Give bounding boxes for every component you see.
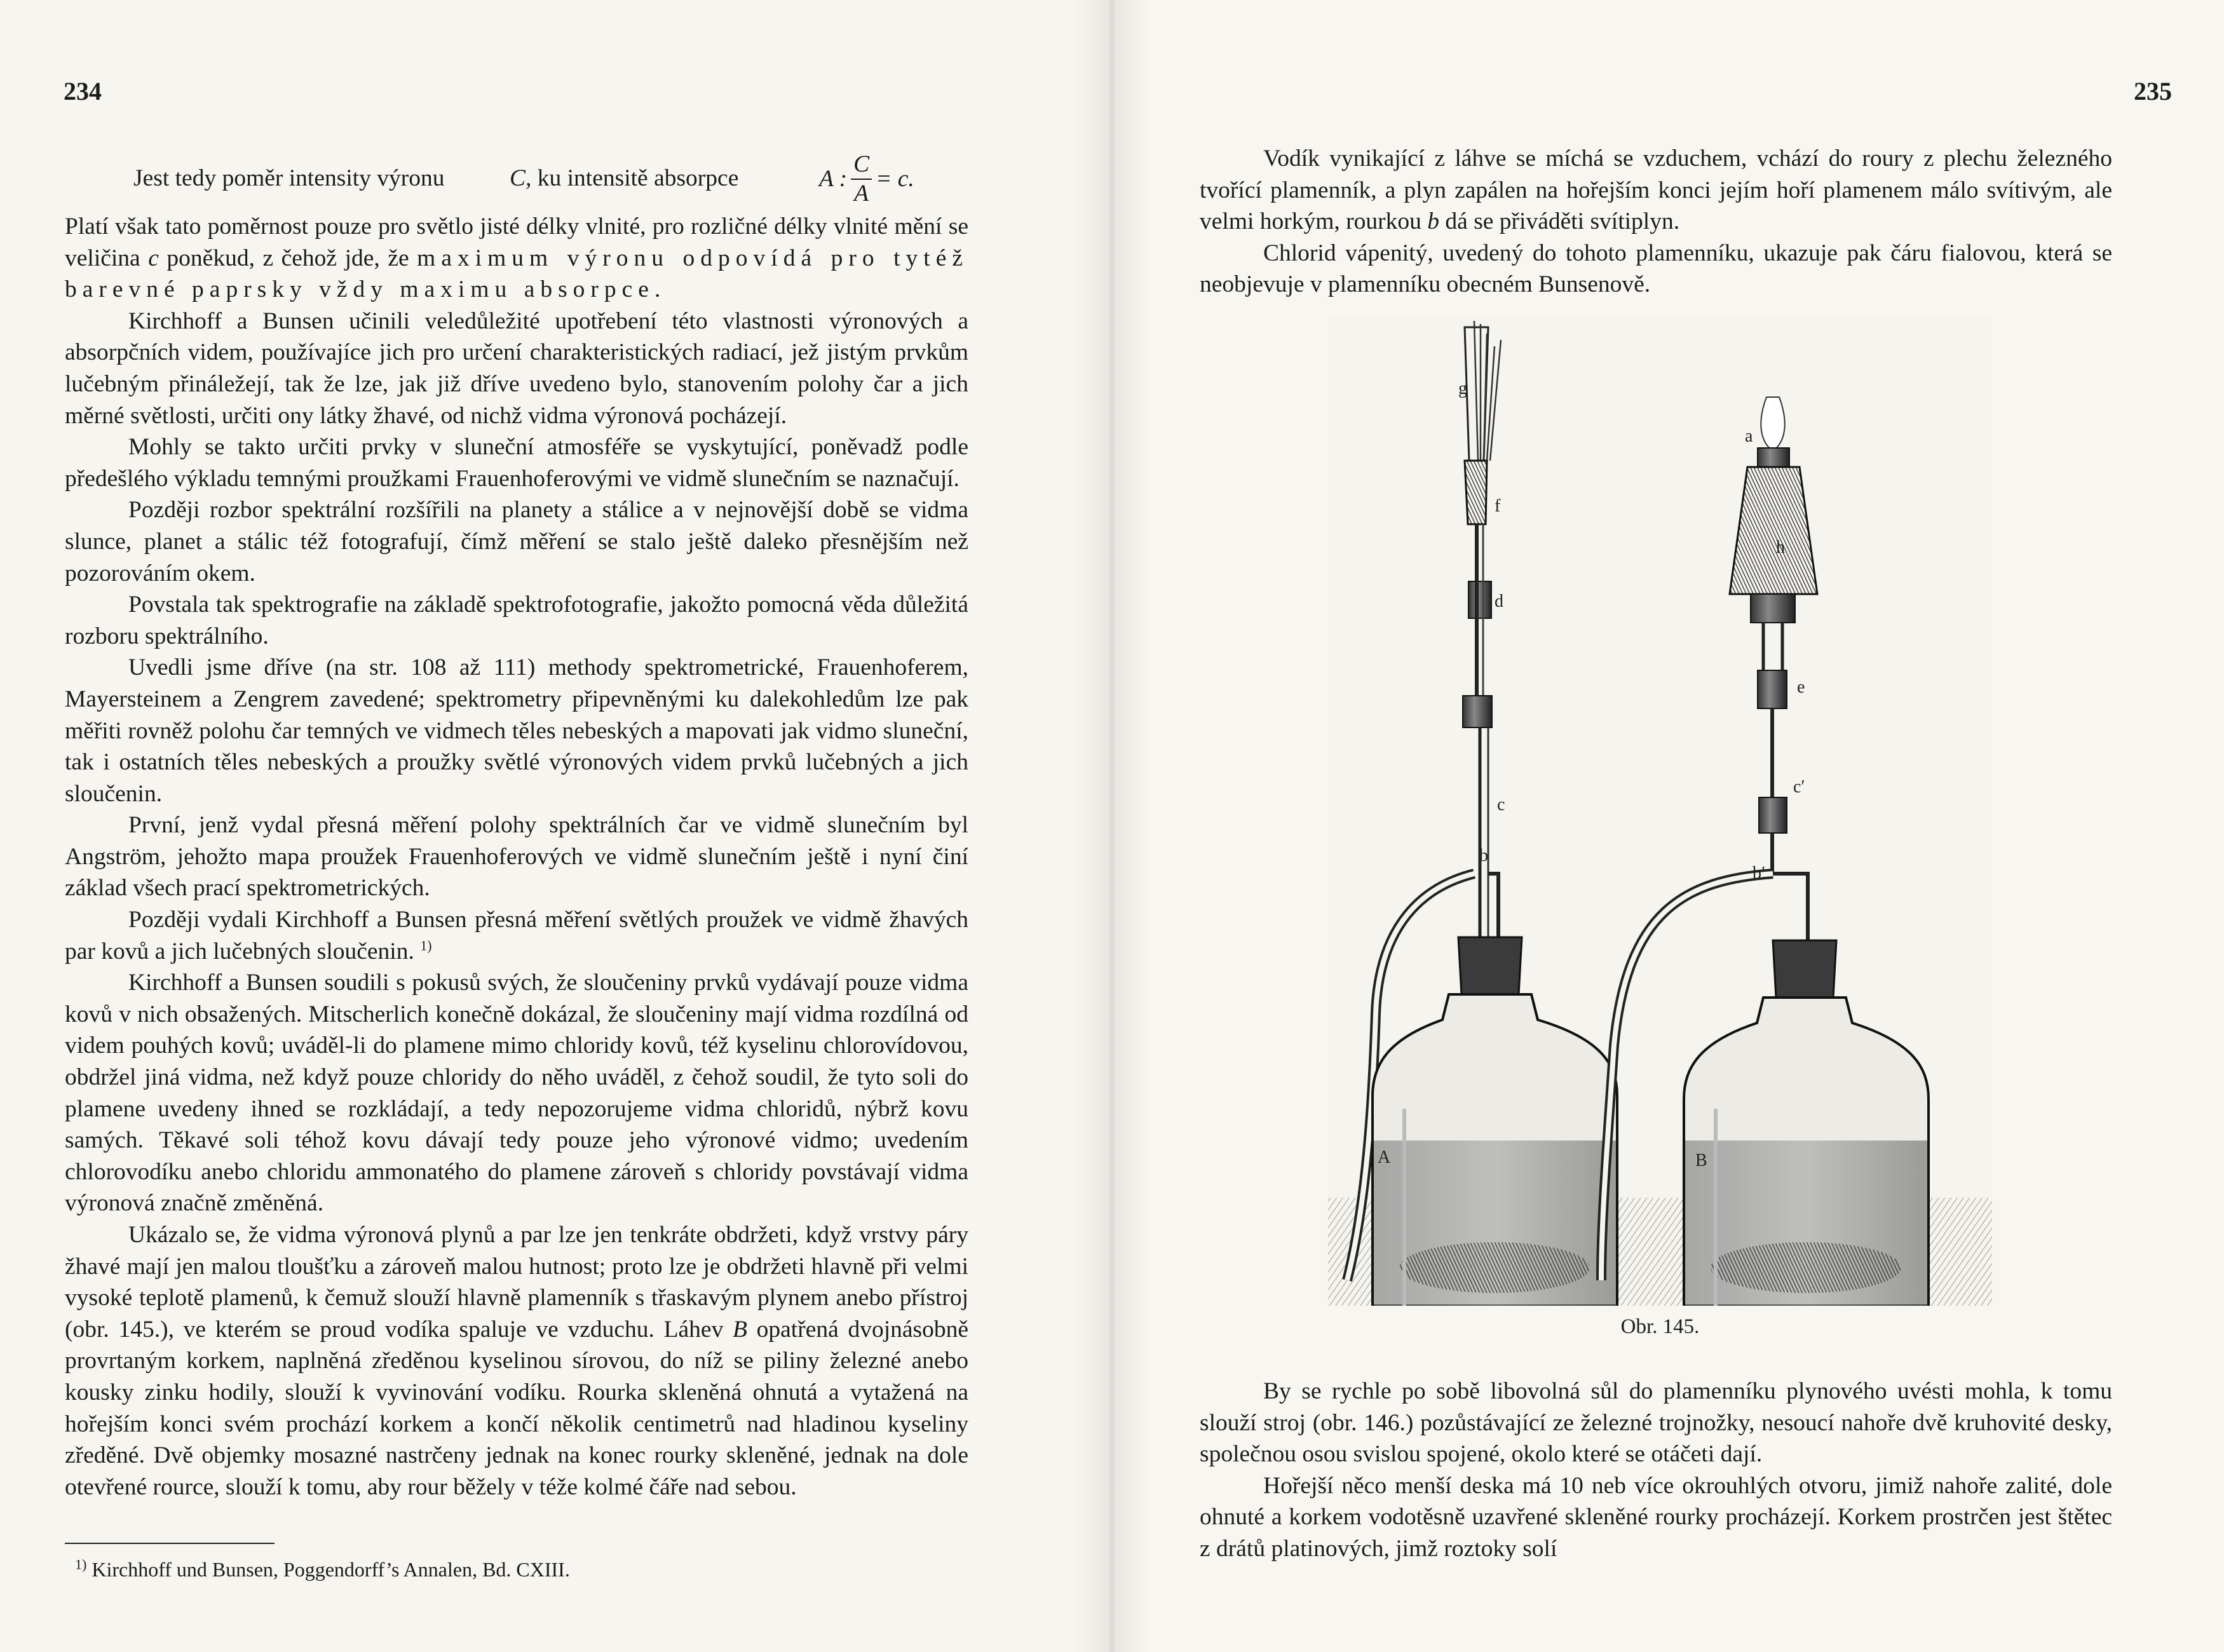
formula-den: A (854, 180, 869, 207)
paragraph: Později rozbor spektrální rozšířili na planety a stálice a v nejnovější době se vidma slunce, planet a stálic též fotografují, čímž měření se stalo ještě daleko přesnějším než pozorováním okem. (65, 497, 968, 586)
formula-equals: = c. (876, 166, 914, 193)
formula-fraction (851, 151, 872, 208)
formula (819, 147, 914, 211)
formula-line (65, 147, 968, 211)
right-page (1112, 0, 2224, 1652)
paragraph: Platí však tato poměrnost pouze pro světlo jisté délky vlnité, pro rozličné délky vlnité mění se veličina c poněkud, z čehož jde, že maximum výronu odpovídá pro tytéž barevné paprsky vždy maximu absorpce. (65, 213, 969, 303)
label-c-prime: c′ (1793, 777, 1805, 797)
figure-caption: Obr. 145. (1620, 1315, 1700, 1338)
paragraph: Uvedli jsme dříve (na str. 108 až 111) methody spektrometrické, Frauenhoferem, Mayersteinem a Zengrem zavedené; spektrometry připevněnými ku dalekohledům lze pak měřiti rovněž polohu čar temných ve vidmech těles nebeských a mapovati jak vidmo sluneční, tak i ostatních těles nebeských a proužky světlé výronových videm prvků lučebných a jich sloučenin. (65, 654, 968, 807)
formula-lead: Jest tedy poměr intensity výronu (133, 165, 445, 191)
paragraph: Později vydali Kirchhoff a Bunsen přesná měření světlých proužek ve vidmě žhavých par kovů a jich lučebných sloučenin. $^{1)}$ (65, 907, 968, 965)
right-page-top-text (1200, 143, 2112, 301)
label-a-left: A (1378, 1148, 1391, 1167)
formula-num: C (851, 151, 872, 180)
label-a: a (1745, 426, 1753, 446)
label-b-prime: b′ (1753, 863, 1766, 883)
label-d: d (1495, 592, 1503, 611)
label-b-right: B (1695, 1151, 1707, 1170)
footnote: $^{1)}$ Kirchhoff und Bunsen, Poggendorff’s Annalen, Bd. CXIII. (75, 1556, 570, 1581)
paragraph: By se rychle po sobě libovolná sůl do plamenníku plynového uvésti mohla, k tomu slouží stroj (obr. 146.) pozůstávající ze železné trojnožky, nesoucí nahoře dvě kruhovité desky, společnou osou svislou spojené, okolo které se otáčeti dají. (1200, 1378, 2112, 1468)
label-b: b (1479, 846, 1488, 865)
page-number-right: 235 (2134, 77, 2172, 105)
footnote-rule (65, 1543, 275, 1544)
paragraph: Kirchhoff a Bunsen soudili s pokusů svých, že sloučeniny prvků vydávají pouze vidma kovů v nich obsažených. Mitscherlich konečně dokázal, že sloučeniny mají vidma rozdílná od videm pouhých kovů; uváděl-li do plamene mimo chloridy kovů, též kyselinu chlorovídovou, obdržel jiná vidma, než když pouze chloridy do něho uváděl, z čehož soudil, že tyto soli do plamene uvedeny ihned se rozkládají, a tedy nepozorujeme vidma chloridů, nýbrž kovu samých. Těkavé soli téhož kovu dávají tedy pouze jeho výronové vidmo; uvedením chlorovodíku anebo chloridu ammonatého do plamene zároveň s chloridy povstávají vidma výronová značně změněná. (65, 970, 968, 1217)
right-page-bottom-text (1200, 1376, 2112, 1565)
paragraph: Hořejší něco menší deska má 10 neb více okrouhlých otvoru, jimiž nahoře zalité, dole ohnuté a korkem vodotěsně uzavřené skleněné rourky procházejí. Korkem prostrčen jest štětec z drátů platinových, jimž roztoky solí (1200, 1472, 2112, 1562)
label-c: c (1497, 795, 1505, 815)
paragraph: Kirchhoff a Bunsen učinili veledůležité upotřebení této vlastnosti výronových a absorpčních videm, používajíce jich pro určení charakteristických radiací, jež jistým prvkům lučebným přináležejí, tak že lze, jak již dříve uvedeno bylo, stanovením polohy čar a jich měrné světlosti, určiti ony látky žhavé, od nichž vidma výronová pocházejí. (65, 308, 968, 429)
formula-ku: ku intensitě absorpce (537, 165, 739, 191)
apparatus-engraving (1328, 315, 1992, 1306)
formula-a: A : (819, 166, 848, 193)
label-e: e (1797, 677, 1805, 697)
figure-145 (1328, 315, 1992, 1306)
spaced-emphasis: maximum výronu odpovídá pro tytéž barevné paprsky vždy maximu absorpce. (65, 245, 969, 303)
paragraph: Ukázalo se, že vidma výronová plynů a par lze jen tenkráte obdržeti, když vrstvy páry žhavé mají jen malou tloušťku a zároveň malou hutnost; proto lze je obdržeti hlavně při velmi vysoké teplotě plamenů, k čemuž slouží hlavně plamenník s třaskavým plynem anebo přístroj (obr. 145.), ve kterém se proud vodíka spaluje ve vzduchu. Láhev B opatřená dvojnásobně provrtaným korkem, naplněná zředěnou kyselinou sírovou, do níž se piliny železné anebo kousky zinku hodily, slouží k vyvinování vodíku. Rourka skleněná ohnutá a vytažená na hořejším konci svém prochází korkem a končí několik centimetrů nad hladinou kyseliny zředěné. Dvě objemky mosazné nastrčeny jednak na konec rourky skleněné, jednak na dole otevřené rource, slouží k tomu, aby rour běžely v téže kolmé čáře nad sebou. (65, 1222, 968, 1500)
paragraph: První, jenž vydal přesná měření polohy spektrálních čar ve vidmě slunečním byl Angström, jehožto mapa proužek Frauenhoferových ve vidmě slunečním ještě i nyní činí základ všech prací spektrometrických. (65, 812, 968, 902)
book-gutter (1074, 0, 1150, 1652)
paragraph: Vodík vynikající z láhve se míchá se vzduchem, vchází do roury z plechu železného tvořící plamenník, a plyn zapálen na hořejším konci jejím hoří plamenem málo svítivým, ale velmi horkým, rourkou b dá se přiváděti svítiplyn. (1200, 146, 2112, 235)
left-page-text (65, 147, 968, 1503)
page-number-left: 234 (64, 77, 102, 105)
footnote-ref: 1) (420, 937, 432, 954)
paragraph: Mohly se takto určiti prvky v sluneční atmosféře se vyskytující, poněvadž podle předešlého výkladu temnými proužkami Frauenhoferovými ve vidmě slunečním se naznačují. (65, 434, 968, 492)
label-h: h (1776, 538, 1785, 557)
paragraph: Chlorid vápenitý, uvedený do tohoto plamenníku, ukazuje pak čáru fialovou, která se neobjevuje v plamenníku obecném Bunsenově. (1200, 240, 2112, 298)
formula-c: C, (510, 165, 532, 191)
label-f: f (1495, 496, 1501, 516)
paragraph: Povstala tak spektrografie na základě spektrofotografie, jakožto pomocná věda důležitá rozboru spektrálního. (65, 592, 968, 649)
label-g: g (1458, 379, 1467, 398)
